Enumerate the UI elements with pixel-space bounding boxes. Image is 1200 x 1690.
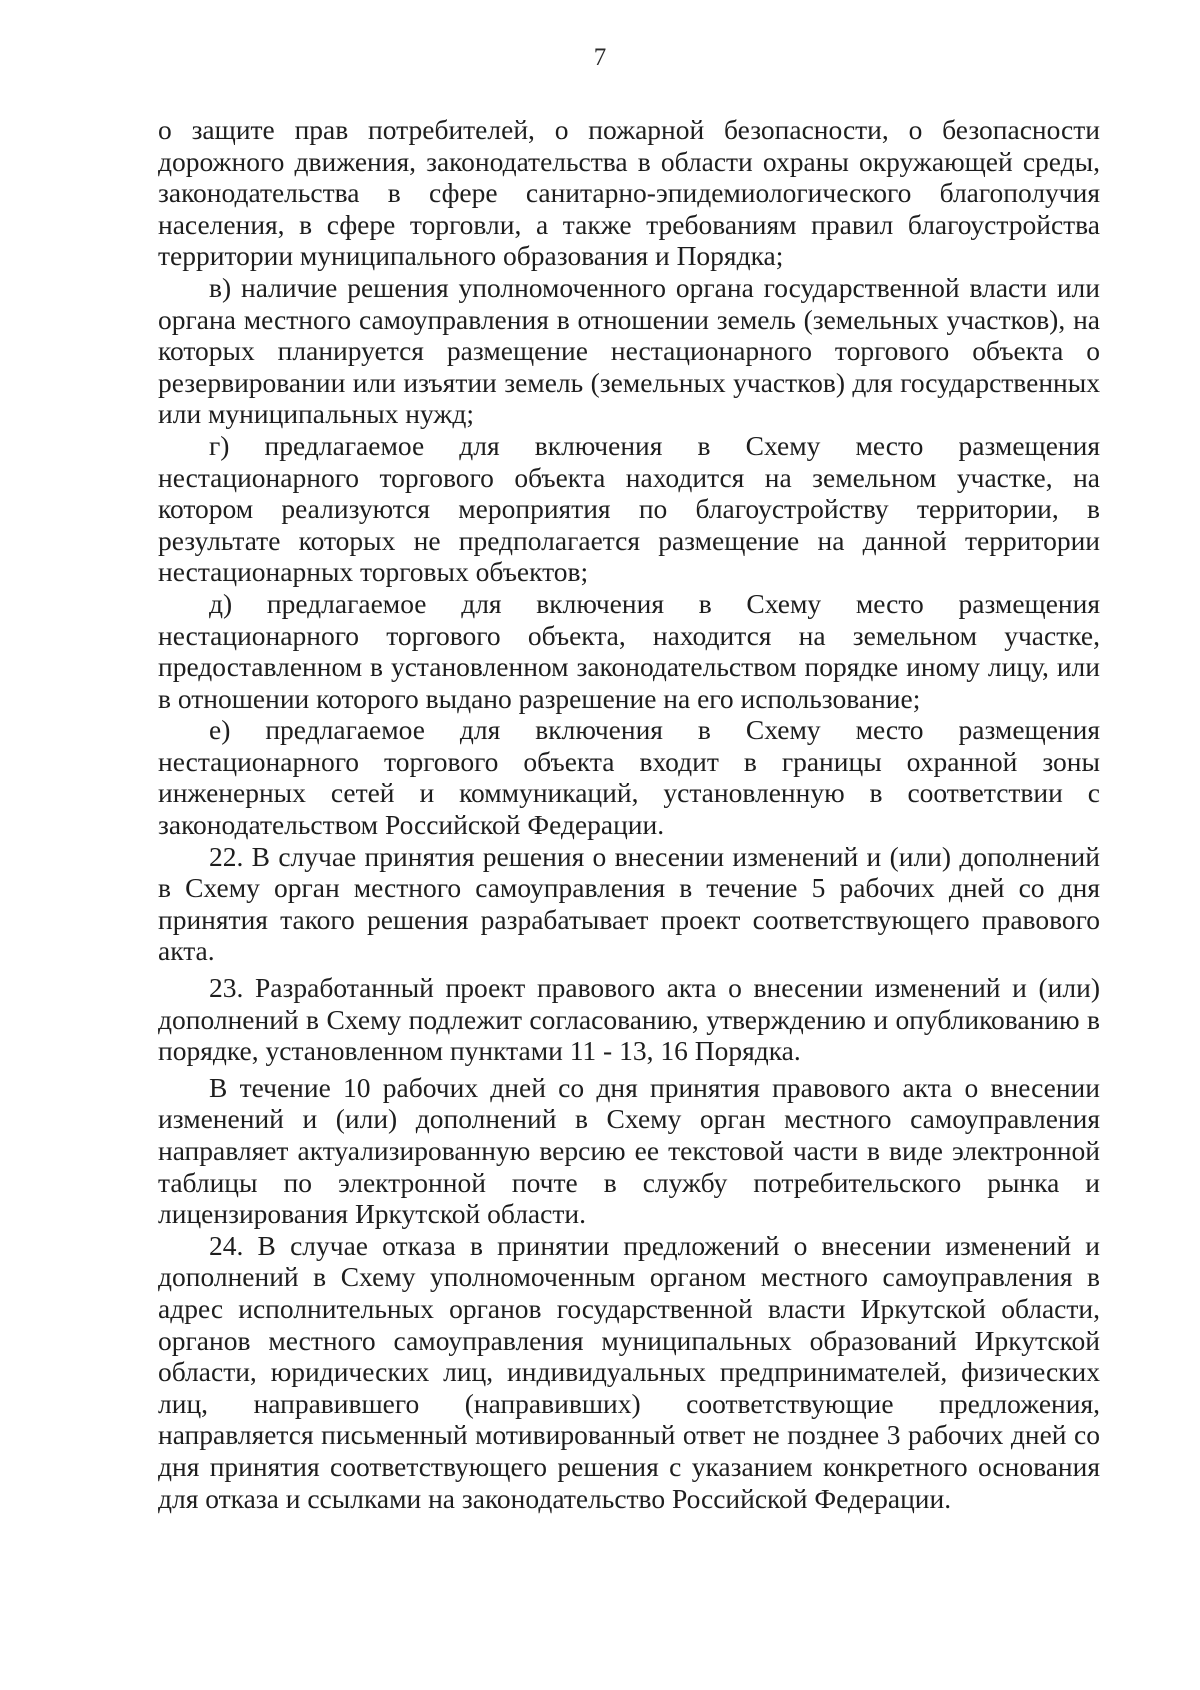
paragraph-clause-23: 23. Разработанный проект правового акта о внесении изменений и (или) дополнений в Схему подлежит согласованию, утверждению и опубликованию в порядке, установленном пунктами 11 - 13, 16 Порядка. bbox=[158, 972, 1100, 1067]
paragraph-item-d: д) предлагаемое для включения в Схему место размещения нестационарного торгового объекта, находится на земельном участке, предоставленном в установленном законодательством порядке иному лицу, или в отношении которого выдано разрешение на его использование; bbox=[158, 587, 1100, 714]
paragraph-continuation: о защите прав потребителей, о пожарной безопасности, о безопасности дорожного движения, законодательства в области охраны окружающей среды, законодательства в сфере санитарно-эпидемиологического благополучия населения, в сфере торговли, а также требованиям правил благоустройства территории муниципального образования и Порядка; bbox=[158, 114, 1100, 272]
paragraph-item-v: в) наличие решения уполномоченного органа государственной власти или органа местного самоуправления в отношении земель (земельных участков), на которых планируется размещение нестационарного торгового объекта о резервировании или изъятии земель (земельных участков) для государственных или муниципальных нужд; bbox=[158, 271, 1100, 430]
paragraph-item-g: г) предлагаемое для включения в Схему место размещения нестационарного торгового объекта находится на земельном участке, на котором реализуются мероприятия по благоустройству территории, в результате которых не предполагается размещение на данной территории нестационарных торговых объектов; bbox=[158, 429, 1100, 588]
page-number: 7 bbox=[593, 44, 607, 71]
document-body bbox=[158, 114, 1100, 1514]
paragraph-clause-23-continued: В течение 10 рабочих дней со дня принятия правового акта о внесении изменений и (или) дополнений в Схему орган местного самоуправления направляет актуализированную версию ее текстовой части в виде электронной таблицы по электронной почте в службу потребительского рынка и лицензирования Иркутской области. bbox=[158, 1071, 1100, 1230]
paragraph-item-e: е) предлагаемое для включения в Схему место размещения нестационарного торгового объекта входит в границы охранной зоны инженерных сетей и коммуникаций, установленную в соответствии с законодательством Российской Федерации. bbox=[158, 714, 1100, 841]
paragraph-clause-22: 22. В случае принятия решения о внесении изменений и (или) дополнений в Схему орган местного самоуправления в течение 5 рабочих дней со дня принятия такого решения разрабатывает проект соответствующего правового акта. bbox=[158, 840, 1100, 967]
paragraph-clause-24: 24. В случае отказа в принятии предложений о внесении изменений и дополнений в Схему уполномоченным органом местного самоуправления в адрес исполнительных органов государственной власти Иркутской области, органов местного самоуправления муниципальных образований Иркутской области, юридических лиц, индивидуальных предпринимателей, физических лиц, направившего (направивших) соответствующие предложения, направляется письменный мотивированный ответ не позднее 3 рабочих дней со дня принятия соответствующего решения с указанием конкретного основания для отказа и ссылками на законодательство Российской Федерации. bbox=[158, 1229, 1100, 1514]
